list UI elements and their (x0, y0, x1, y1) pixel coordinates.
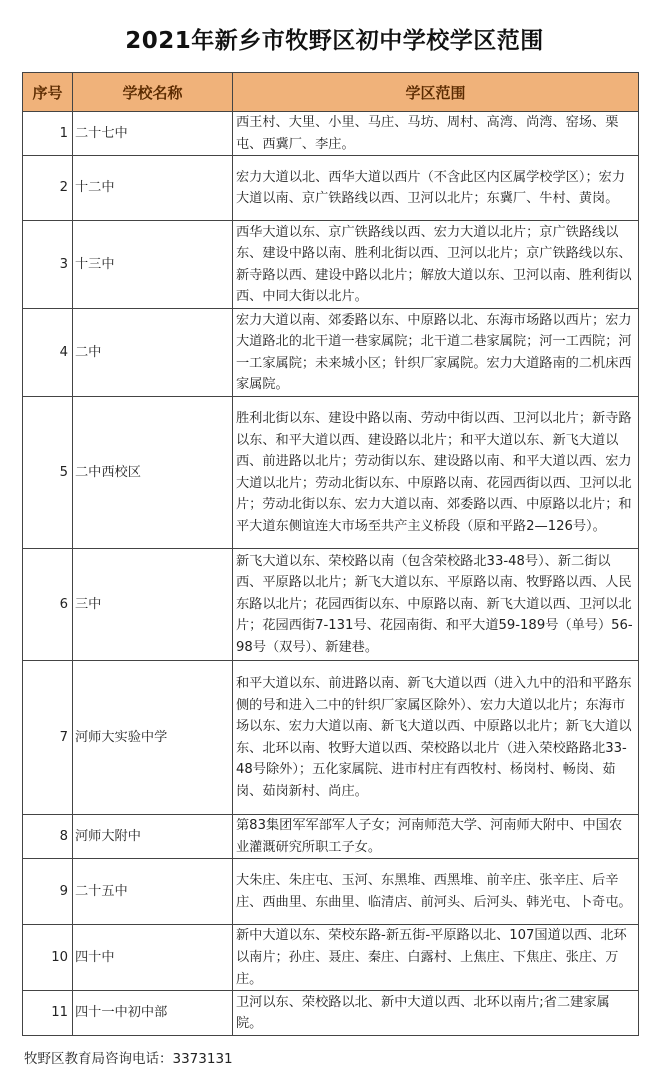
row-area: 宏力大道以北、西华大道以西片（不含此区内区属学校学区）；宏力大道以南、京广铁路线以西、卫河以北片；东冀厂、牛村、黄岗。 (233, 156, 639, 221)
table-row (23, 859, 639, 925)
row-area: 第83集团军军部军人子女；河南师范大学、河南师大附中、中国农业灌溉研究所职工子女。 (233, 815, 639, 859)
row-area: 新中大道以东、荣校东路-新五街-平原路以北、107国道以西、北环以南片；孙庄、聂庄、秦庄、白露村、上焦庄、下焦庄、张庄、万庄。 (233, 925, 639, 991)
table-row (23, 549, 639, 661)
header-school: 学校名称 (73, 73, 233, 112)
school-district-table (22, 72, 639, 1036)
table-row (23, 661, 639, 815)
row-school: 三中 (73, 549, 233, 661)
footer-contact: 牧野区教育局咨询电话：3373131 (24, 1051, 233, 1067)
row-seq: 1 (23, 112, 73, 156)
row-seq: 7 (23, 661, 73, 815)
row-area: 新飞大道以东、荣校路以南（包含荣校路北33-48号）、新二街以西、平原路以北片；新飞大道以东、平原路以南、牧野路以西、人民东路以北片；花园西街以东、中原路以南、新飞大道以西、卫河以北片；花园西街7-131号、花园南街、和平大道59-189号（单号）56-98号（双号）、新建巷。 (233, 549, 639, 661)
row-area: 宏力大道以南、郊委路以东、中原路以北、东海市场路以西片；宏力大道路北的北干道一巷家属院；北干道二巷家属院；河一工西院；河一工家属院；未来城小区；针织厂家属院。宏力大道路南的二机床西家属院。 (233, 309, 639, 397)
row-seq: 6 (23, 549, 73, 661)
table-row (23, 309, 639, 397)
row-area: 胜利北街以东、建设中路以南、劳动中街以西、卫河以北片；新寺路以东、和平大道以西、建设路以北片；和平大道以东、新飞大道以西、前进路以北片；劳动街以东、建设路以南、和平大道以西、宏力大道以北片；劳动北街以东、中原路以南、花园西街以西、卫河以北片；劳动北街以东、宏力大道以南、郊委路以西、中原路以北片；和平大道东侧谊连大市场至共产主义桥段（原和平路2—126号）。 (233, 397, 639, 549)
row-school: 二中西校区 (73, 397, 233, 549)
table-header-row (23, 73, 639, 112)
row-seq: 4 (23, 309, 73, 397)
row-school: 十三中 (73, 221, 233, 309)
table-row (23, 112, 639, 156)
row-area: 西华大道以东、京广铁路线以西、宏力大道以北片；京广铁路线以东、建设中路以南、胜利北街以西、卫河以北片；京广铁路线以东、新寺路以西、建设中路以北片；解放大道以东、卫河以南、胜利街以西、中同大街以北片。 (233, 221, 639, 309)
row-school: 四十中 (73, 925, 233, 991)
table-body (23, 112, 639, 1036)
row-area: 西王村、大里、小里、马庄、马坊、周村、高湾、尚湾、窑场、栗屯、西冀厂、李庄。 (233, 112, 639, 156)
row-seq: 9 (23, 859, 73, 925)
table-row (23, 925, 639, 991)
row-school: 河师大实验中学 (73, 661, 233, 815)
table-row (23, 156, 639, 221)
row-seq: 10 (23, 925, 73, 991)
header-area: 学区范围 (233, 73, 639, 112)
page-title: 2021年新乡市牧野区初中学校学区范围 (125, 28, 544, 54)
row-school: 十二中 (73, 156, 233, 221)
row-seq: 3 (23, 221, 73, 309)
row-school: 二十七中 (73, 112, 233, 156)
row-seq: 2 (23, 156, 73, 221)
row-school: 四十一中初中部 (73, 991, 233, 1036)
row-school: 河师大附中 (73, 815, 233, 859)
table-row (23, 221, 639, 309)
table-row (23, 991, 639, 1036)
row-school: 二中 (73, 309, 233, 397)
row-seq: 11 (23, 991, 73, 1036)
row-area: 卫河以东、荣校路以北、新中大道以西、北环以南片;省二建家属院。 (233, 991, 639, 1036)
row-seq: 8 (23, 815, 73, 859)
row-area: 和平大道以东、前进路以南、新飞大道以西（进入九中的沿和平路东侧的号和进入二中的针织厂家属区除外）、宏力大道以北片；东海市场以东、宏力大道以南、新飞大道以西、中原路以北片；新飞大道以东、北环以南、牧野大道以西、荣校路以北片（进入荣校路路北33-48号除外）；五化家属院、进市村庄有西牧村、杨岗村、畅岗、茹岗、茹岗新村、尚庄。 (233, 661, 639, 815)
row-school: 二十五中 (73, 859, 233, 925)
row-area: 大朱庄、朱庄屯、玉河、东黑堆、西黑堆、前辛庄、张辛庄、后辛庄、西曲里、东曲里、临清店、前河头、后河头、韩光屯、卜奇屯。 (233, 859, 639, 925)
header-seq: 序号 (23, 73, 73, 112)
table-row (23, 397, 639, 549)
row-seq: 5 (23, 397, 73, 549)
table-row (23, 815, 639, 859)
